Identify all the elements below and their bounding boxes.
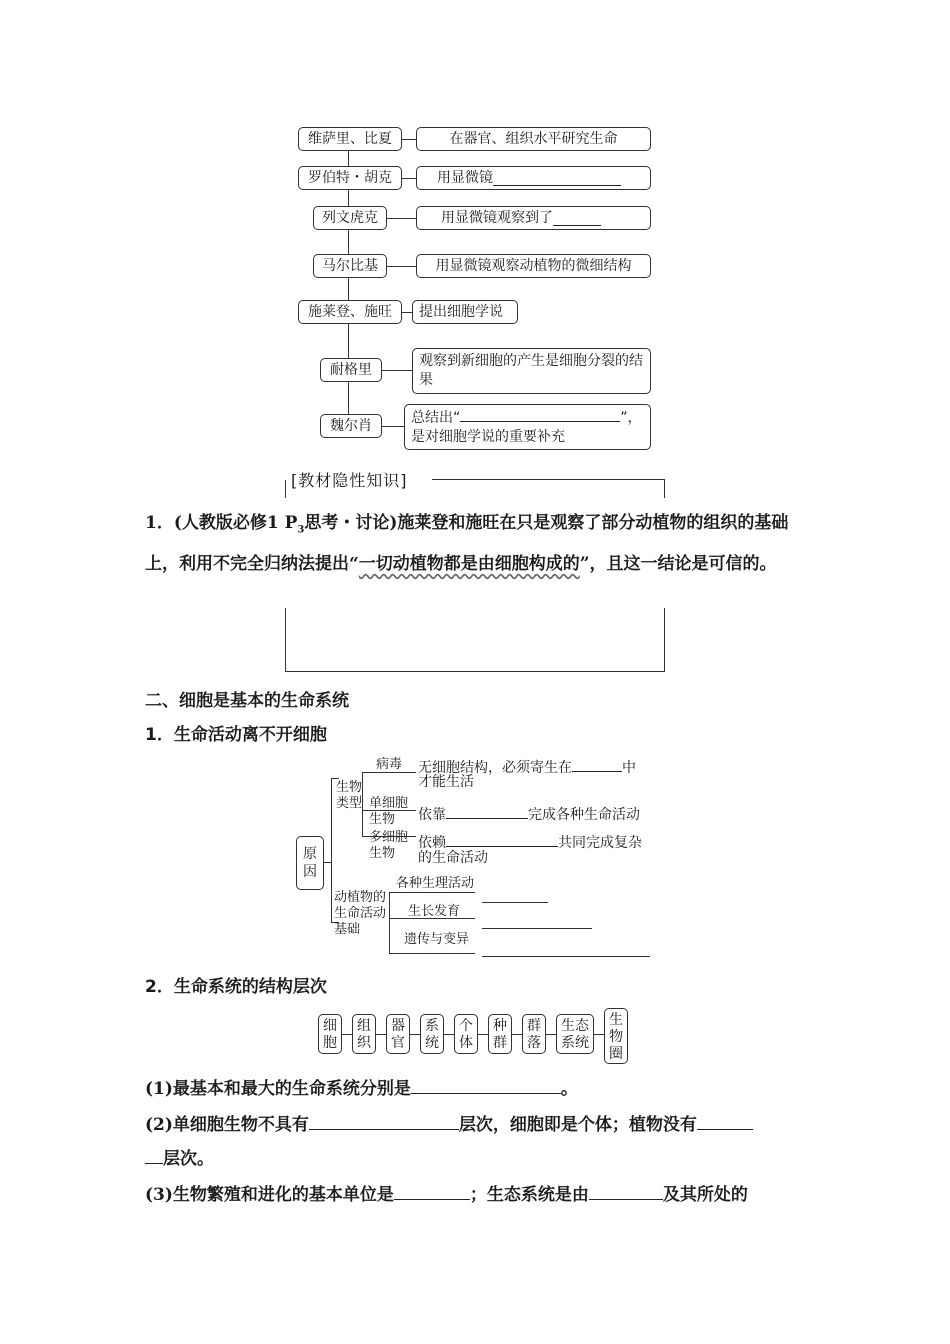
connector xyxy=(402,312,412,313)
connector xyxy=(478,1034,488,1035)
frame-edge xyxy=(664,480,665,498)
section-title: [教材隐性知识] xyxy=(291,471,408,490)
question-3-a: (3)生物繁殖和进化的基本单位是 xyxy=(145,1185,394,1205)
basis-item-2: 生长发育 xyxy=(408,904,461,919)
connector xyxy=(348,278,349,300)
timeline-desc-7-a: 总结出“ xyxy=(411,410,461,426)
connector xyxy=(387,266,416,267)
connector xyxy=(402,178,416,179)
bio-type-label: 生物类型 xyxy=(336,780,363,811)
answer-blank xyxy=(460,407,620,422)
question-3-b: ；生态系统是由 xyxy=(469,1185,589,1205)
answer-blank xyxy=(482,956,650,957)
connector xyxy=(410,1034,420,1035)
section-2-sub-1: 1．生命活动离不开细胞 xyxy=(145,725,327,745)
connector xyxy=(389,892,475,893)
connector xyxy=(348,230,349,254)
connector xyxy=(389,953,475,954)
frame-edge xyxy=(664,608,665,672)
answer-blank xyxy=(411,1075,561,1094)
connector xyxy=(342,1034,352,1035)
multicell-label: 多细胞生物 xyxy=(369,830,409,861)
timeline-desc-6: 观察到新细胞的产生是细胞分裂的结果 xyxy=(412,348,651,394)
virus-desc-a: 无细胞结构，必须寄生在 xyxy=(418,760,572,776)
connector xyxy=(594,1034,604,1035)
multicell-desc xyxy=(418,832,642,851)
section-2-title: 二、细胞是基本的生命系统 xyxy=(145,691,349,711)
unicell-desc xyxy=(418,804,640,823)
connector xyxy=(348,382,349,414)
connector xyxy=(389,892,390,954)
level-community: 群落 xyxy=(522,1014,546,1054)
answer-blank xyxy=(589,1181,663,1200)
unicell-desc-b: 完成各种生命活动 xyxy=(528,807,640,823)
connector xyxy=(348,190,349,206)
timeline-desc-5: 提出细胞学说 xyxy=(412,300,518,324)
connector xyxy=(546,1034,556,1035)
timeline-desc-3 xyxy=(416,206,651,230)
timeline-desc-2 xyxy=(416,166,651,190)
connector xyxy=(376,1034,386,1035)
question-2-a: (2)单细胞生物不具有 xyxy=(145,1115,309,1135)
q1-sub: 3 xyxy=(297,524,305,536)
level-biosphere: 生物圈 xyxy=(604,1008,628,1064)
answer-blank xyxy=(482,928,592,929)
q1-wavy: 一切动植物都是由细胞构成的 xyxy=(358,554,580,575)
connector xyxy=(382,370,412,371)
connector xyxy=(331,778,332,922)
q1-mid: 思考・讨论)施莱登和施旺在只是观察了部分动植物的组织的基础上，利用不完全归纳法提出“ xyxy=(145,513,789,575)
frame-edge xyxy=(285,608,286,672)
timeline-node-3: 列文虎克 xyxy=(313,206,387,230)
unicell-label: 单细胞生物 xyxy=(369,796,409,827)
knowledge-question-1 xyxy=(145,506,815,581)
root-box: 原因 xyxy=(296,836,324,890)
basis-item-1: 各种生理活动 xyxy=(396,876,475,891)
answer-blank xyxy=(394,1181,470,1200)
connector xyxy=(362,772,363,836)
connector xyxy=(348,324,349,358)
virus-desc-line2: 才能生活 xyxy=(418,774,474,790)
level-ecosystem: 生态系统 xyxy=(556,1014,594,1054)
answer-blank xyxy=(553,211,601,226)
answer-blank xyxy=(493,171,621,186)
virus-label: 病毒 xyxy=(376,757,403,772)
connector xyxy=(512,1034,522,1035)
timeline-desc-7-b: ”， xyxy=(620,410,642,426)
virus-desc-b: 中 xyxy=(622,760,636,776)
answer-blank xyxy=(446,804,528,819)
question-3 xyxy=(145,1178,815,1212)
level-cell: 细胞 xyxy=(318,1014,342,1054)
timeline-desc-1: 在器官、组织水平研究生命 xyxy=(416,127,651,151)
question-1-a: (1)最基本和最大的生命系统分别是 xyxy=(145,1079,411,1099)
level-tissue: 组织 xyxy=(352,1014,376,1054)
timeline-node-6: 耐格里 xyxy=(320,358,382,382)
answer-blank xyxy=(145,1145,163,1164)
question-1-b: 。 xyxy=(560,1079,578,1099)
multicell-desc-line2: 的生命活动 xyxy=(418,850,488,866)
timeline-node-1: 维萨里、比夏 xyxy=(298,127,402,151)
section-2-sub-2: 2．生命系统的结构层次 xyxy=(145,977,327,997)
question-1 xyxy=(145,1072,815,1106)
timeline-desc-7-c: 是对细胞学说的重要补充 xyxy=(411,429,565,445)
answer-blank xyxy=(572,757,622,772)
connector xyxy=(348,150,349,166)
frame-edge xyxy=(285,671,665,672)
frame-edge xyxy=(285,480,286,498)
connector xyxy=(382,426,404,427)
level-system: 系统 xyxy=(420,1014,444,1054)
timeline-desc-3-text: 用显微镜观察到了 xyxy=(441,210,553,226)
q1-end: ”，且这一结论是可信的。 xyxy=(579,554,777,575)
basis-label: 动植物的生命活动基础 xyxy=(334,890,387,937)
answer-blank xyxy=(446,832,558,847)
timeline-node-7: 魏尔肖 xyxy=(320,414,382,438)
answer-blank xyxy=(482,902,548,903)
timeline-node-5: 施莱登、施旺 xyxy=(298,300,402,324)
level-organ: 器官 xyxy=(386,1014,410,1054)
question-2-c: 层次。 xyxy=(163,1149,214,1169)
multicell-desc-a: 依赖 xyxy=(418,835,446,851)
timeline-desc-4: 用显微镜观察动植物的微细结构 xyxy=(416,254,651,278)
connector xyxy=(387,218,416,219)
question-2-b: 层次，细胞即是个体；植物没有 xyxy=(458,1115,697,1135)
level-individual: 个体 xyxy=(454,1014,478,1054)
question-2 xyxy=(145,1108,815,1176)
timeline-node-4: 马尔比基 xyxy=(313,254,387,278)
timeline-desc-7 xyxy=(404,404,651,450)
frame-edge xyxy=(432,479,665,480)
unicell-desc-a: 依靠 xyxy=(418,807,446,823)
connector xyxy=(402,139,416,140)
question-3-c: 及其所处的 xyxy=(662,1185,748,1205)
answer-blank xyxy=(697,1111,753,1130)
connector xyxy=(444,1034,454,1035)
timeline-desc-2-text: 用显微镜 xyxy=(437,170,493,186)
timeline-node-2: 罗伯特・胡克 xyxy=(298,166,402,190)
multicell-desc-b: 共同完成复杂 xyxy=(558,835,642,851)
level-population: 种群 xyxy=(488,1014,512,1054)
answer-blank xyxy=(309,1111,459,1130)
q1-prefix: 1．(人教版必修1 P xyxy=(145,513,298,533)
basis-item-3: 遗传与变异 xyxy=(404,932,470,947)
